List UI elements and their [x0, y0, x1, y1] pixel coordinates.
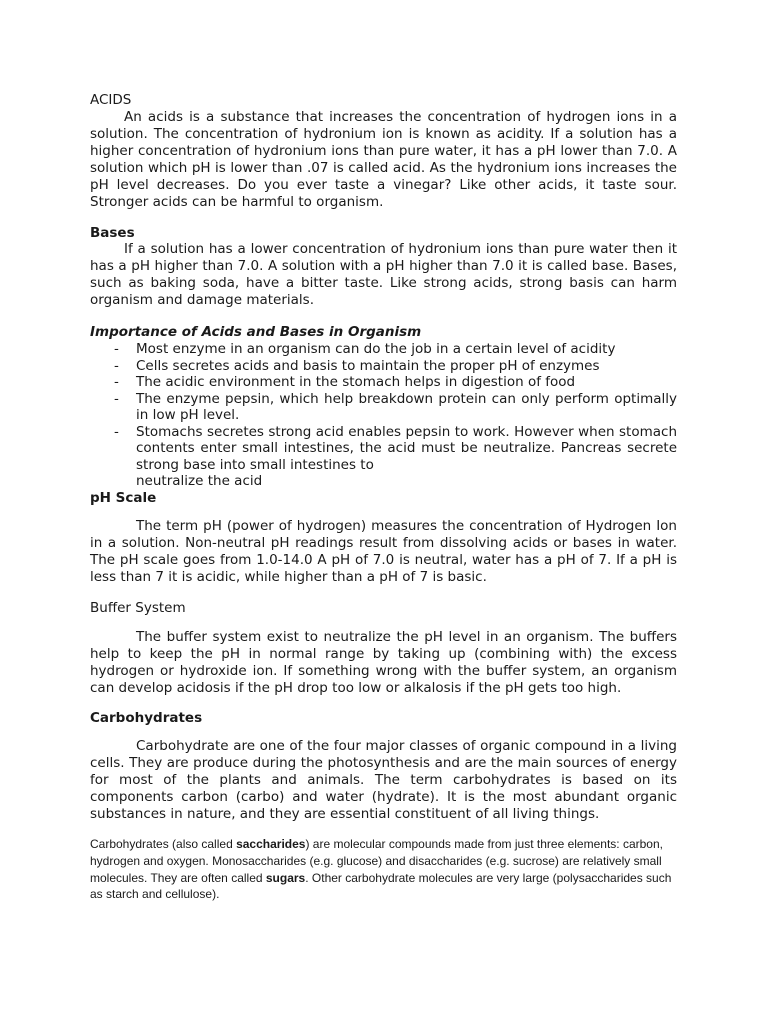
ph-scale-heading: pH Scale — [90, 490, 157, 506]
carbohydrates-heading: Carbohydrates — [90, 710, 203, 726]
bullet-dash: - — [114, 357, 119, 374]
bullet-dash: - — [114, 390, 119, 407]
importance-heading: Importance of Acids and Bases in Organism — [90, 324, 422, 340]
carbohydrates-note: Carbohydrates (also called saccharides) are molecular compounds made from just three elements: carbon, hydrogen and oxygen. Monosaccharides (e.g. glucose) and disaccharides (e.g. sucrose) are relatively small molecules. They are often called sugars. Other carbohydrate molecules are very large (polysaccharides such as starch and cellulose). — [90, 837, 672, 902]
list-continuation: neutralize the acid — [136, 473, 263, 489]
bullet-dash: - — [114, 341, 119, 357]
sugars-term: sugars — [265, 870, 306, 885]
acids-heading: ACIDS — [90, 92, 132, 108]
list-item: - Most enzyme in an organism can do the job in a certain level of acidity — [114, 341, 616, 357]
acids-paragraph: An acids is a substance that increases the concentration of hydrogen ions in a solution. The concentration of hydronium ion is known as acidity. If a solution has a higher concentration of hydronium ions than pure water, it has a pH lower than 7.0. A solution which pH is lower than .07 is called acid. As the hydronium ions increases the pH level decreases. Do you ever taste a vinegar? Like other acids, it taste sour. Stronger acids can be harmful to organism. — [90, 109, 677, 210]
list-item: - The enzyme pepsin, which help breakdown protein can only perform optimally in low pH level. — [114, 390, 677, 423]
bases-heading: Bases — [90, 225, 135, 241]
bullet-dash: - — [114, 374, 119, 390]
list-item: - The acidic environment in the stomach helps in digestion of food — [114, 374, 576, 390]
importance-list — [90, 341, 677, 473]
carbohydrates-paragraph: Carbohydrate are one of the four major classes of organic compound in a living cells. They are produce during the photosynthesis and are the main sources of energy for most of the plants and animals. The term carbohydrates is based on its components carbon (carbo) and water (hydrate). It is the most abundant organic substances in nature, and they are essential constituent of all living things. — [90, 738, 677, 822]
bases-paragraph: If a solution has a lower concentration of hydronium ions than pure water then it has a pH higher than 7.0. A solution with a pH higher than 7.0 it is called base. Bases, such as baking soda, have a bitter taste. Like strong acids, strong basis can harm organism and damage materials. — [90, 241, 677, 308]
list-item: - Cells secretes acids and basis to maintain the proper pH of enzymes — [114, 357, 600, 374]
ph-scale-paragraph: The term pH (power of hydrogen) measures the concentration of Hydrogen Ion in a solution. Non-neutral pH readings result from dissolving acids or bases in water. The pH scale goes from 1.0-14.0 A pH of 7.0 is neutral, water has a pH of 7. If a pH is less than 7 it is acidic, while higher than a pH of 7 is basic. — [90, 518, 677, 585]
saccharides-term: saccharides — [236, 837, 306, 851]
bullet-dash: - — [114, 423, 119, 440]
list-item: - Stomachs secretes strong acid enables pepsin to work. However when stomach contents enter small intestines, the acid must be neutralize. Pancreas secrete strong base into small intestines to — [114, 423, 677, 473]
buffer-heading: Buffer System — [90, 600, 186, 616]
buffer-paragraph: The buffer system exist to neutralize the pH level in an organism. The buffers help to keep the pH in normal range by taking up (combining with) the excess hydrogen or hydroxide ion. If something wrong with the buffer system, an organism can develop acidosis if the pH drop too low or alkalosis if the pH gets too high. — [90, 629, 677, 696]
